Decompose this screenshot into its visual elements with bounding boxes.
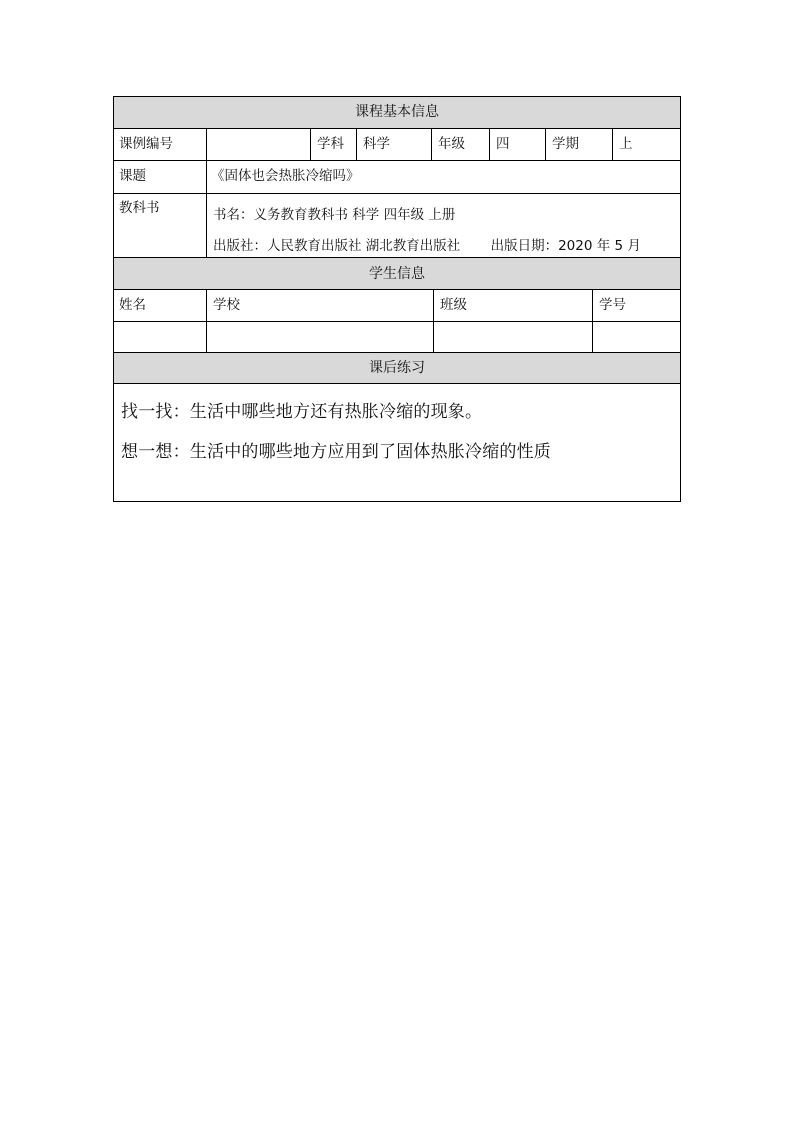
grade-value: 四: [496, 135, 510, 152]
grid-line: [113, 193, 681, 194]
term-value: 上: [619, 135, 633, 152]
grid-line: [592, 289, 593, 352]
name-value[interactable]: [113, 322, 206, 352]
grid-line: [113, 257, 681, 258]
student-id-label: 学号: [599, 296, 626, 313]
grid-line: [113, 160, 681, 161]
student-info-header: [113, 258, 681, 289]
course-worksheet-table: [113, 96, 681, 502]
student-id-value[interactable]: [593, 322, 681, 352]
subject-value: 科学: [363, 135, 390, 152]
grid-line: [113, 352, 681, 353]
textbook-publisher-line: [213, 234, 641, 254]
grid-line: [113, 383, 681, 384]
grid-line: [310, 128, 311, 160]
grid-line: [545, 128, 546, 160]
case-number-label: 课例编号: [119, 135, 173, 152]
topic-value: 《固体也会热胀冷缩吗》: [211, 168, 360, 185]
textbook-label: 教科书: [119, 200, 160, 217]
name-label: 姓名: [119, 296, 146, 313]
course-info-title: 课程基本信息: [355, 104, 439, 120]
grid-line: [489, 128, 490, 160]
grid-line: [113, 96, 681, 97]
grid-line: [206, 128, 207, 257]
course-info-header: [113, 96, 681, 128]
class-value[interactable]: [434, 322, 592, 352]
topic-label: 课题: [119, 168, 146, 185]
grid-line: [113, 321, 681, 322]
subject-label: 学科: [317, 135, 344, 152]
grid-line: [612, 128, 613, 160]
textbook-publish-date: 出版日期：2020 年 5 月: [490, 238, 641, 254]
grid-line: [356, 128, 357, 160]
grid-line: [431, 128, 432, 160]
exercise-line-find: 找一找：生活中哪些地方还有热胀冷缩的现象。: [121, 402, 483, 422]
school-label: 学校: [213, 296, 240, 313]
grade-label: 年级: [438, 135, 465, 152]
exercise-title: 课后练习: [369, 360, 425, 376]
textbook-publisher: 出版社：人民教育出版社 湖北教育出版社: [213, 238, 461, 254]
grid-line: [113, 289, 681, 290]
grid-line: [433, 289, 434, 352]
grid-line: [113, 128, 681, 129]
class-label: 班级: [440, 296, 467, 313]
term-label: 学期: [552, 135, 579, 152]
grid-line: [113, 501, 681, 502]
exercise-header: [113, 353, 681, 383]
student-info-title: 学生信息: [369, 265, 425, 282]
exercise-line-think: 想一想：生活中的哪些地方应用到了固体热胀冷缩的性质: [121, 442, 551, 462]
case-number-value: [207, 129, 310, 160]
school-value[interactable]: [207, 322, 433, 352]
textbook-book-name: 书名：义务教育教科书 科学 四年级 上册: [213, 207, 456, 223]
grid-line: [206, 289, 207, 352]
grid-line: [113, 96, 114, 502]
grid-line: [680, 96, 681, 502]
